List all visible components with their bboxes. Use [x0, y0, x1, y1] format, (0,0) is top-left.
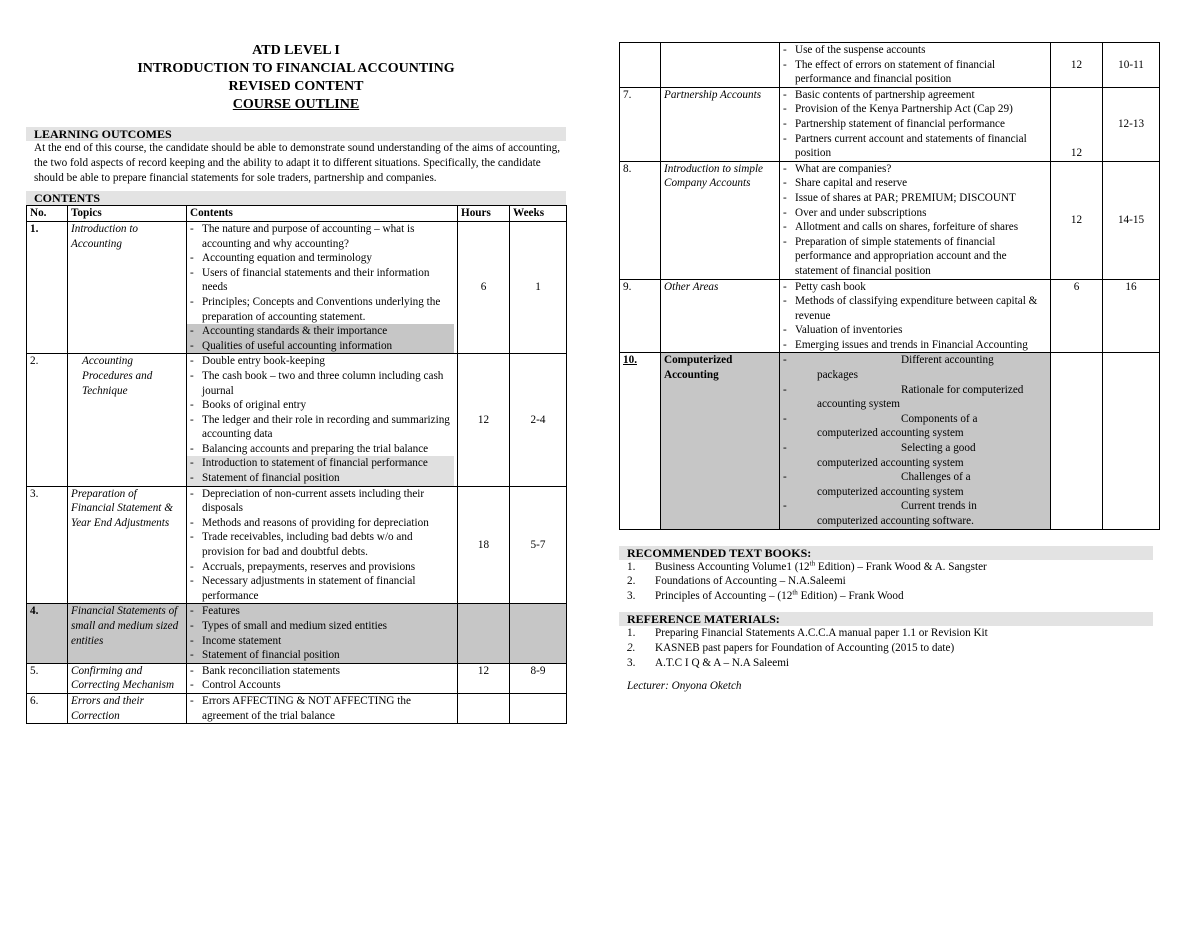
- table-row: [27, 486, 567, 604]
- content-item: - Over and under subscriptions: [783, 206, 1047, 221]
- learning-outcomes-text: At the end of this course, the candidate should be able to demonstrate sound understanding of the aims of accounting, the two fold aspects of record keeping and the ability to adapt it to different situations. Specifically, the candidate should be able to prepare financial statements for sole traders, partnership and companies.: [34, 142, 560, 184]
- row-weeks: 10-11: [1103, 43, 1160, 88]
- content-item-highlighted: - Introduction to statement of financial performance: [187, 456, 454, 471]
- row-weeks: 2-4: [510, 354, 567, 486]
- col-header-no: No.: [27, 206, 68, 222]
- item-number: 3.: [627, 656, 636, 669]
- content-item-line: - Current trends in: [901, 500, 977, 513]
- item-text: KASNEB past papers for Foundation of Accounting (2015 to date): [655, 641, 955, 654]
- content-item: - Double entry book-keeping: [190, 354, 454, 369]
- content-item: - Income statement: [190, 634, 454, 649]
- content-item-line: - Selecting a good: [901, 442, 976, 455]
- textbooks-list: [619, 560, 1159, 604]
- row-no: 2.: [27, 354, 68, 486]
- content-item: - Bank reconciliation statements: [190, 664, 454, 679]
- row-no: 8.: [620, 161, 661, 279]
- table-row-continued: [620, 43, 1160, 88]
- row-topic: Partnership Accounts: [661, 87, 780, 161]
- item-number: 1.: [627, 627, 636, 640]
- row-contents: [780, 353, 1051, 529]
- item-number: 3.: [627, 589, 636, 602]
- row-hours: [458, 604, 510, 663]
- row-contents: [187, 221, 458, 353]
- contents-table: [26, 205, 567, 724]
- row-hours: 18: [458, 486, 510, 604]
- row-topic: Confirming and Correcting Mechanism: [68, 663, 187, 693]
- item-text: A.T.C I Q & A – N.A Saleemi: [655, 656, 790, 669]
- content-item-line: - Components of a: [901, 412, 978, 425]
- row-topic: Errors and their Correction: [68, 693, 187, 723]
- row-hours: [1051, 353, 1103, 529]
- row-contents: [187, 604, 458, 663]
- row-no: 1.: [27, 221, 68, 353]
- table-row: [27, 663, 567, 693]
- row-contents: [187, 663, 458, 693]
- row-contents: [780, 87, 1051, 161]
- row-no: 4.: [27, 604, 68, 663]
- content-item: - Necessary adjustments in statement of financial performance: [190, 574, 454, 603]
- item-number: 2.: [627, 641, 636, 654]
- course-header: [26, 42, 566, 114]
- lecturer-name: Lecturer: Onyona Oketch: [627, 680, 742, 693]
- content-item-line: computerized accounting system: [817, 485, 964, 498]
- content-item: [783, 383, 1047, 412]
- row-contents: [780, 279, 1051, 353]
- row-hours: 12: [458, 663, 510, 693]
- reference-item: [627, 641, 1159, 656]
- item-text: Edition) – Frank Wood & A. Sangster: [815, 560, 987, 573]
- row-hours: 12: [1051, 161, 1103, 279]
- content-item: [783, 412, 1047, 441]
- content-item-line: - Different accounting: [901, 354, 994, 367]
- table-row: [27, 693, 567, 723]
- row-contents: [187, 693, 458, 723]
- content-item: - Preparation of simple statements of financial performance and appropriation account and the statement of financial position: [783, 235, 1047, 279]
- content-item: - The cash book – two and three column including cash journal: [190, 369, 454, 398]
- row-no: 3.: [27, 486, 68, 604]
- table-row: [27, 221, 567, 353]
- table-row: [27, 354, 567, 486]
- col-header-weeks: Weeks: [510, 206, 567, 222]
- item-text: Principles of Accounting – (12: [655, 589, 793, 602]
- references-list: [619, 626, 1159, 670]
- content-item-line: - Challenges of a: [901, 471, 971, 484]
- content-item: - Balancing accounts and preparing the trial balance: [190, 442, 454, 457]
- item-sup: th: [792, 588, 798, 597]
- content-item: - Methods and reasons of providing for depreciation: [190, 516, 454, 531]
- textbook-item: [627, 574, 1159, 589]
- content-item: - Accruals, prepayments, reserves and provisions: [190, 560, 454, 575]
- content-item-line: computerized accounting system: [817, 456, 964, 469]
- content-item-line: computerized accounting system: [817, 427, 964, 440]
- content-item-line: accounting system: [817, 398, 900, 411]
- content-item-highlighted: - Statement of financial position: [187, 471, 454, 486]
- row-hours: 6: [1051, 279, 1103, 353]
- header-outline: COURSE OUTLINE: [232, 97, 360, 112]
- item-text: Foundations of Accounting – N.A.Saleemi: [655, 575, 846, 588]
- item-number: 2.: [627, 575, 636, 588]
- row-contents: [187, 354, 458, 486]
- reference-item: [627, 656, 1159, 671]
- content-item: - Use of the suspense accounts: [783, 43, 1047, 58]
- content-item: - What are companies?: [783, 162, 1047, 177]
- col-header-hours: Hours: [458, 206, 510, 222]
- textbook-item: [627, 589, 1159, 604]
- reference-item: [627, 626, 1159, 641]
- item-text: Business Accounting Volume1 (12: [655, 560, 810, 573]
- textbook-item: [627, 560, 1159, 575]
- content-item: - Accounting equation and terminology: [190, 251, 454, 266]
- row-no: 6.: [27, 693, 68, 723]
- contents-table-continued: [619, 42, 1160, 530]
- row-weeks: 14-15: [1103, 161, 1160, 279]
- contents-heading: CONTENTS: [26, 191, 566, 205]
- table-row: [620, 279, 1160, 353]
- content-item: - Methods of classifying expenditure between capital & revenue: [783, 294, 1047, 323]
- references-heading: REFERENCE MATERIALS:: [619, 612, 1153, 626]
- content-item: - Control Accounts: [190, 678, 454, 693]
- content-item-highlighted: - Qualities of useful accounting information: [187, 339, 454, 354]
- row-topic: Other Areas: [661, 279, 780, 353]
- header-revised: REVISED CONTENT: [228, 79, 364, 94]
- table-row: [620, 161, 1160, 279]
- content-item: - Statement of financial position: [190, 648, 454, 663]
- content-item: [783, 441, 1047, 470]
- content-item: - Errors AFFECTING & NOT AFFECTING the agreement of the trial balance: [190, 694, 454, 723]
- col-header-contents: Contents: [187, 206, 458, 222]
- content-item: - Principles; Concepts and Conventions underlying the preparation of accounting statement.: [190, 295, 454, 324]
- content-item: - Petty cash book: [783, 280, 1047, 295]
- row-weeks: 12-13: [1103, 87, 1160, 161]
- row-contents: [780, 43, 1051, 88]
- row-weeks: [510, 604, 567, 663]
- col-header-topics: Topics: [68, 206, 187, 222]
- table-row: [620, 353, 1160, 529]
- row-weeks-empty: [510, 693, 567, 723]
- row-topic: Computerized Accounting: [661, 353, 780, 529]
- row-weeks: 8-9: [510, 663, 567, 693]
- content-item: - Types of small and medium sized entities: [190, 619, 454, 634]
- content-item: - Books of original entry: [190, 398, 454, 413]
- row-weeks: 1: [510, 221, 567, 353]
- content-item: [783, 353, 1047, 382]
- table-row: [27, 604, 567, 663]
- header-course-title: INTRODUCTION TO FINANCIAL ACCOUNTING: [137, 61, 455, 76]
- row-contents: [187, 486, 458, 604]
- item-text: Edition) – Frank Wood: [797, 589, 904, 602]
- row-weeks: 5-7: [510, 486, 567, 604]
- row-topic: Preparation of Financial Statement & Year End Adjustments: [68, 486, 187, 604]
- row-topic: Financial Statements of small and medium sized entities: [68, 604, 187, 663]
- row-topic-empty: [661, 43, 780, 88]
- item-text: Preparing Financial Statements A.C.C.A manual paper 1.1 or Revision Kit: [655, 627, 988, 640]
- content-item: - Depreciation of non-current assets including their disposals: [190, 487, 454, 516]
- content-item: - Users of financial statements and their information needs: [190, 266, 454, 295]
- content-item: - Trade receivables, including bad debts w/o and provision for bad and doubtful debts.: [190, 530, 454, 559]
- content-item: - Partners current account and statements of financial position: [783, 132, 1047, 161]
- contents-table-header: [27, 206, 567, 222]
- content-item: - Emerging issues and trends in Financial Accounting: [783, 338, 1047, 353]
- row-no: 7.: [620, 87, 661, 161]
- content-item: - Share capital and reserve: [783, 176, 1047, 191]
- row-hours: 12: [458, 354, 510, 486]
- content-item: - Valuation of inventories: [783, 323, 1047, 338]
- content-item: [783, 499, 1047, 528]
- content-item: - Features: [190, 604, 454, 619]
- row-no: 5.: [27, 663, 68, 693]
- content-item: - Basic contents of partnership agreement: [783, 88, 1047, 103]
- content-item: - Allotment and calls on shares, forfeiture of shares: [783, 220, 1047, 235]
- content-item: [783, 470, 1047, 499]
- content-item-line: - Rationale for computerized: [901, 383, 1024, 396]
- row-no-empty: [620, 43, 661, 88]
- content-item-line: computerized accounting software.: [817, 515, 974, 527]
- content-item: - Partnership statement of financial performance: [783, 117, 1047, 132]
- item-sup: th: [809, 558, 816, 567]
- row-topic: Accounting Procedures and Technique: [68, 354, 187, 486]
- row-contents: [780, 161, 1051, 279]
- row-weeks: 16: [1103, 279, 1160, 353]
- row-no: 9.: [620, 279, 661, 353]
- row-hours: 6: [458, 221, 510, 353]
- row-hours: 12: [1051, 43, 1103, 88]
- row-weeks: [1103, 353, 1160, 529]
- header-level: ATD LEVEL I: [252, 43, 340, 58]
- content-item: - The effect of errors on statement of financial performance and financial position: [783, 58, 1047, 87]
- row-hours: 12: [1051, 87, 1103, 161]
- table-row: [620, 87, 1160, 161]
- right-page: [619, 0, 1159, 694]
- content-item: - Issue of shares at PAR; PREMIUM; DISCOUNT: [783, 191, 1047, 206]
- row-topic: Introduction to Accounting: [68, 221, 187, 353]
- content-item-highlighted: - Accounting standards & their importance: [187, 324, 454, 339]
- content-item: - Provision of the Kenya Partnership Act (Cap 29): [783, 102, 1047, 117]
- content-item: - The ledger and their role in recording and summarizing accounting data: [190, 413, 454, 442]
- textbooks-heading: RECOMMENDED TEXT BOOKS:: [619, 546, 1153, 560]
- learning-outcomes-heading: LEARNING OUTCOMES: [26, 127, 566, 141]
- left-page: [26, 0, 566, 724]
- content-item-line: packages: [817, 369, 858, 382]
- content-item: - The nature and purpose of accounting – what is accounting and why accounting?: [190, 222, 454, 251]
- item-number: 1.: [627, 560, 636, 573]
- row-topic: Introduction to simple Company Accounts: [661, 161, 780, 279]
- row-hours-empty: [458, 693, 510, 723]
- row-no: 10.: [620, 353, 661, 529]
